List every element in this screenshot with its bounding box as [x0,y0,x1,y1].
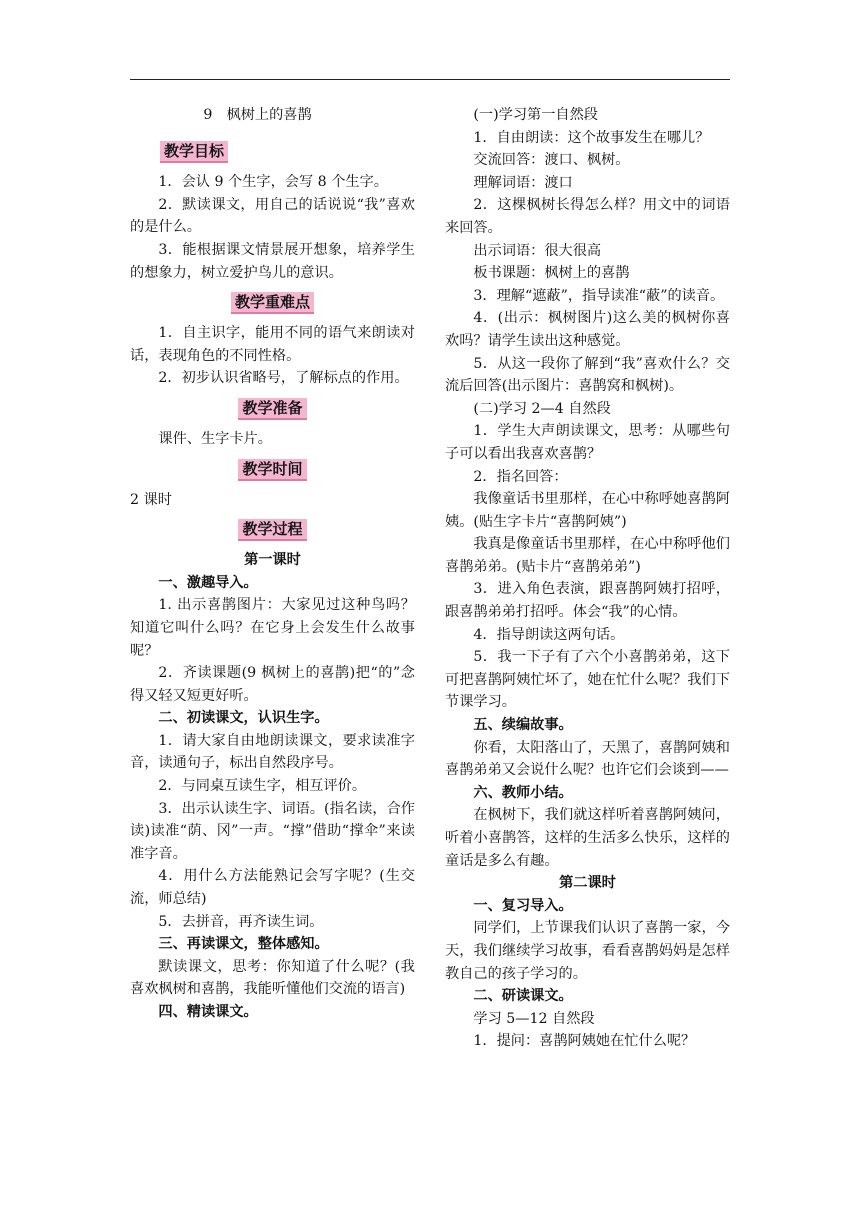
part-item: 理解词语：渡口 [473,174,573,191]
part-item: 我像童话书里那样，在心中称呼她喜鹊阿姨。(贴生字卡片“喜鹊阿姨”) [445,491,730,530]
part-item: 4．指导朗读这两句话。 [473,626,625,643]
step-item: 1．提问：喜鹊阿姨她在忙什么呢？ [473,1033,696,1050]
step-item: 你看，太阳落山了，天黑了，喜鹊阿姨和喜鹊弟弟又会说什么呢？也许它们会谈到—— [445,739,730,779]
lesson-title: 9 枫树上的喜鹊 [203,107,312,123]
step-item: 1. 出示喜鹊图片：大家见过这种鸟吗？知道它叫什么吗？在它身上会发生什么故事呢？ [130,597,415,659]
step-heading: 二、初读课文，认识生字。 [158,710,329,727]
key-point-item: 1．自主识字，能用不同的语气来朗读对话，表现角色的不同性格。 [130,325,415,364]
step-heading: 二、研读课文。 [473,988,573,1005]
part-item: 5．从这一段你了解到“我”喜欢什么？交流后回答(出示图片：喜鹊窝和枫树)。 [445,355,730,395]
step-item: 同学们，上节课我们认识了喜鹊一家，今天，我们继续学习故事，看看喜鹊妈妈是怎样教自己的孩子学习的。 [445,920,730,982]
right-column [445,104,730,1053]
step-item: 在枫树下，我们就这样听着喜鹊阿姨问，听着小喜鹊答，这样的生活多么快乐，这样的童话是多么有趣。 [445,807,730,869]
step-item: 学习 5—12 自然段 [473,1010,595,1027]
part-item: 5．我一下子有了六个小喜鹊弟弟，这下可把喜鹊阿姨忙坏了，她在忙什么呢？我们下节课学习。 [445,649,730,711]
part-item: 3．理解“遮蔽”，指导读准“蔽”的读音。 [473,287,725,304]
part-item: 4．(出示：枫树图片)这么美的枫树你喜欢吗？请学生读出这种感觉。 [445,310,730,349]
section-banner-preparation: 教学准备 [238,398,306,420]
goal-item: 1．会认 9 个生字，会写 8 个生字。 [158,174,388,191]
section-banner-goals: 教学目标 [160,141,228,163]
time-text: 2 课时 [130,491,172,508]
part-item: 出示词语：很大很高 [473,242,602,259]
section-banner-key-points: 教学重难点 [231,292,314,314]
step-item: 2．齐读课题(9 枫树上的喜鹊)把“的”念得又轻又短更好听。 [130,665,415,704]
step-heading: 五、续编故事。 [473,717,573,734]
part-item: 1．学生大声朗读课文，思考：从哪些句子可以看出我喜欢喜鹊？ [445,423,730,462]
header-rule [130,79,730,80]
step-heading: 六、教师小结。 [473,784,573,801]
lesson-1-title: 第一课时 [244,552,301,569]
lesson-2-title: 第二课时 [559,875,616,892]
step-heading: 三、再读课文，整体感知。 [158,936,329,953]
part-item: 3．进入角色表演，跟喜鹊阿姨打招呼，跟喜鹊弟弟打招呼。体会“我”的心情。 [445,581,730,621]
step-item: 默读课文，思考：你知道了什么呢？(我喜欢枫树和喜鹊，我能听懂他们交流的语言) [130,958,415,998]
preparation-text: 课件、生字卡片。 [158,430,272,447]
part-heading: (二)学习 2—4 自然段 [473,400,611,417]
section-banner-process: 教学过程 [238,519,306,541]
left-column [130,104,415,1024]
step-heading: 一、复习导入。 [473,897,573,914]
part-item: 交流回答：渡口、枫树。 [473,152,630,169]
key-point-item: 2．初步认识省略号，了解标点的作用。 [158,370,409,387]
part-heading: (一)学习第一自然段 [473,107,598,123]
step-heading: 一、激趣导入。 [158,574,258,591]
step-item: 3．出示认读生字、词语。(指名读，合作读)读准“荫、冈”一声。“撑”借助“撑伞”来读准字音。 [130,800,415,862]
part-item: 我真是像童话书里那样，在心中称呼他们喜鹊弟弟。(贴卡片“喜鹊弟弟”) [445,536,730,575]
step-item: 4．用什么方法能熟记会写字呢？(生交流，师总结) [130,868,415,908]
step-item: 2．与同桌互读生字，相互评价。 [158,778,367,795]
part-item: 2．这棵枫树长得怎么样？用文中的词语来回答。 [445,197,730,236]
step-item: 1．请大家自由地朗读课文，要求读准字音，读通句子，标出自然段序号。 [130,732,415,772]
part-item: 板书课题：枫树上的喜鹊 [473,265,630,282]
part-item: 2．指名回答： [473,468,568,485]
goal-item: 2．默读课文，用自己的话说说“我”喜欢的是什么。 [130,196,415,236]
part-item: 1．自由朗读：这个故事发生在哪儿？ [473,129,710,146]
goal-item: 3．能根据课文情景展开想象，培养学生的想象力，树立爱护鸟儿的意识。 [130,241,415,281]
step-heading: 四、精读课文。 [158,1004,258,1020]
step-item: 5．去拼音，再齐读生词。 [158,913,324,930]
section-banner-time: 教学时间 [238,459,306,481]
